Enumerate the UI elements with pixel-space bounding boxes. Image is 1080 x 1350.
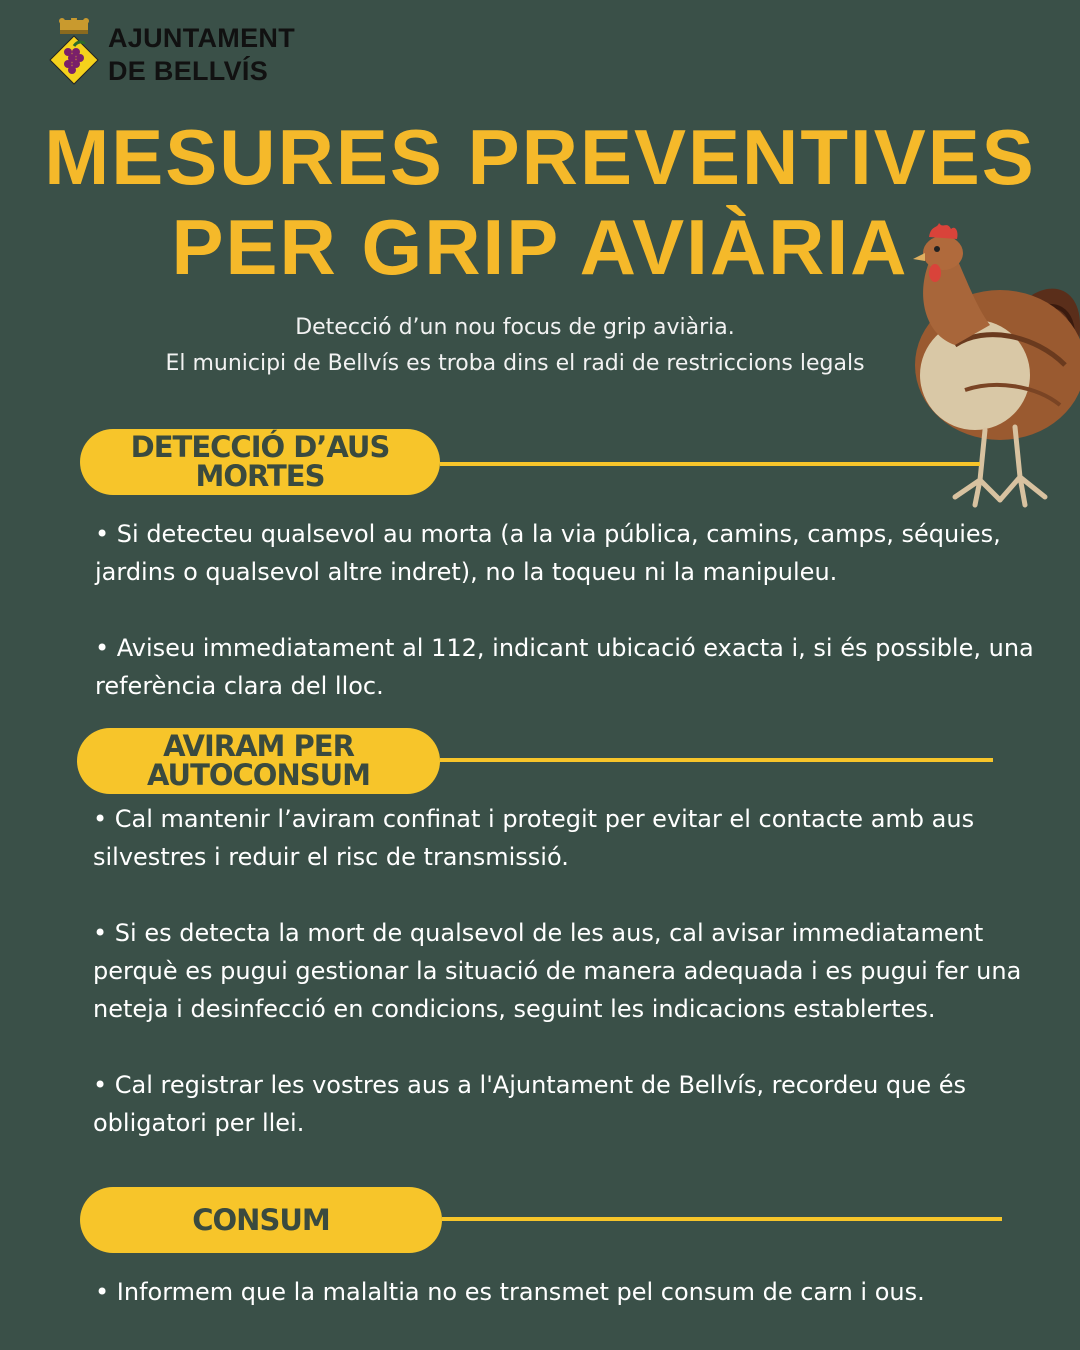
logo-text — [108, 22, 295, 88]
section-heading-dead-birds: DETECCIÓ D’AUS MORTES — [80, 429, 440, 495]
coat-of-arms-icon — [48, 18, 104, 98]
title-line-2: PER GRIP AVIÀRIA — [171, 203, 909, 291]
section-heading-consumption: CONSUM — [80, 1187, 442, 1253]
logo-line-1: AJUNTAMENT — [108, 23, 295, 53]
paragraph: • Aviseu immediatament al 112, indicant ubicació exacta i, si és possible, una referència clara del lloc. — [95, 634, 1034, 700]
paragraph: • Cal registrar les vostres aus a l'Ajuntament de Bellvís, recordeu que és obligatori per llei. — [93, 1071, 967, 1137]
paragraph: • Informem que la malaltia no es transmet pel consum de carn i ous. — [95, 1278, 925, 1306]
municipality-logo — [48, 18, 328, 98]
title-line-1: MESURES PREVENTIVES — [44, 113, 1036, 201]
subtitle-line-2: El municipi de Bellvís es troba dins el radi de restriccions legals — [165, 351, 865, 376]
section-body-dead-birds — [95, 515, 1070, 705]
section-heading-poultry: AVIRAM PER AUTOCONSUM — [77, 728, 440, 794]
logo-line-2: DE BELLVÍS — [108, 56, 269, 86]
subtitle-line-1: Detecció d’un nou focus de grip aviària. — [295, 315, 735, 340]
section-divider — [440, 462, 980, 466]
subtitle — [120, 310, 910, 382]
section-divider — [442, 1217, 1002, 1221]
paragraph: • Si detecteu qualsevol au morta (a la via pública, camins, camps, séquies, jardins o qualsevol altre indret), no la toqueu ni la manipuleu. — [95, 520, 1001, 586]
section-body-poultry — [93, 800, 1053, 1142]
section-divider — [440, 758, 993, 762]
section-body-consumption — [95, 1273, 1055, 1311]
paragraph: • Si es detecta la mort de qualsevol de les aus, cal avisar immediatament perquè es pugui gestionar la situació de manera adequada i es pugui fer una neteja i desinfecció en condicions, seguint les indicacions establertes. — [93, 919, 1022, 1023]
paragraph: • Cal mantenir l’aviram confinat i protegit per evitar el contacte amb aus silvestres i reduir el risc de transmissió. — [93, 805, 975, 871]
